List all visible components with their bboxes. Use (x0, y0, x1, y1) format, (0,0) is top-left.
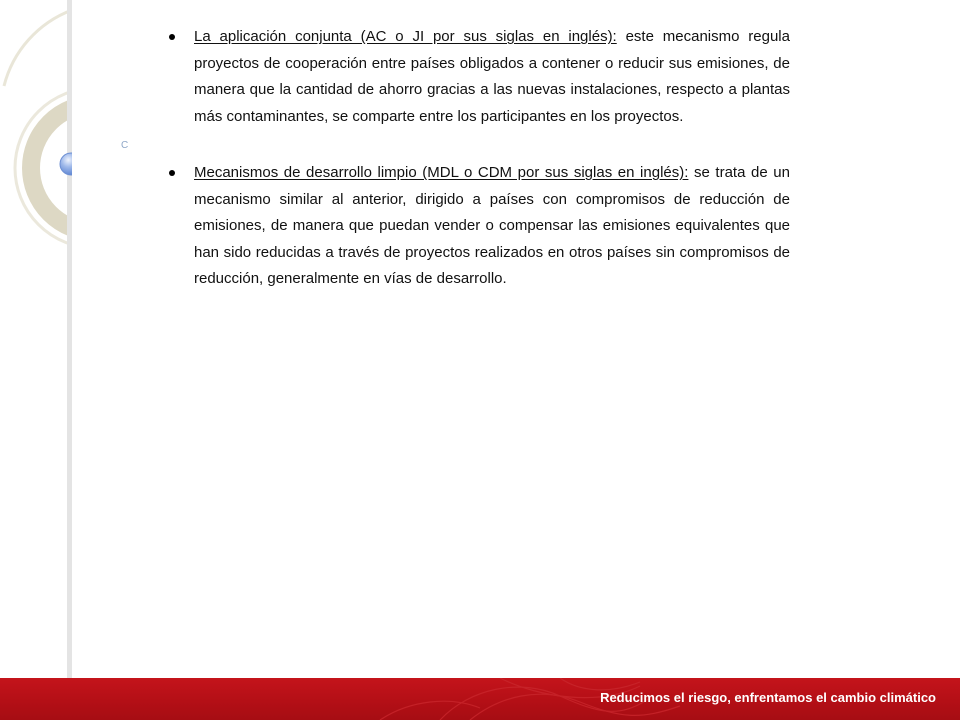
list-item-text (194, 160, 790, 293)
footer-tagline: Reducimos el riesgo, enfrentamos el cambio climático (600, 690, 936, 705)
blue-orb-icon (60, 153, 72, 175)
rail-divider (67, 0, 72, 678)
list-item-text (194, 24, 790, 130)
stray-mark: C (121, 140, 129, 151)
thin-arc (4, 10, 72, 86)
list-item (166, 160, 790, 293)
bullet-icon (169, 34, 175, 40)
list-item (166, 24, 790, 130)
document-body (166, 24, 790, 293)
left-decoration (0, 0, 72, 678)
term-label: Mecanismos de desarrollo limpio (MDL o CDM por sus siglas en inglés): (194, 164, 689, 181)
term-description: este mecanismo regula proyectos de cooperación entre países obligados a contener o reducir sus emisiones, de manera que la cantidad de ahorro gracias a las nuevas instalaciones, respecto a plantas más contaminantes, se comparte entre los participantes en los proyectos. (194, 28, 790, 125)
term-description: se trata de un mecanismo similar al anterior, dirigido a países con compromisos de reducción de emisiones, de manera que puedan vender o compensar las emisiones equivalentes que han sido reducidas a través de proyectos realizados en otros países sin compromisos de reducción, generalmente en vías de desarrollo. (194, 164, 790, 287)
bullet-icon (169, 170, 175, 176)
footer-bar (0, 678, 960, 720)
term-label: La aplicación conjunta (AC o JI por sus siglas en inglés): (194, 28, 617, 45)
decorative-arcs (0, 0, 72, 678)
